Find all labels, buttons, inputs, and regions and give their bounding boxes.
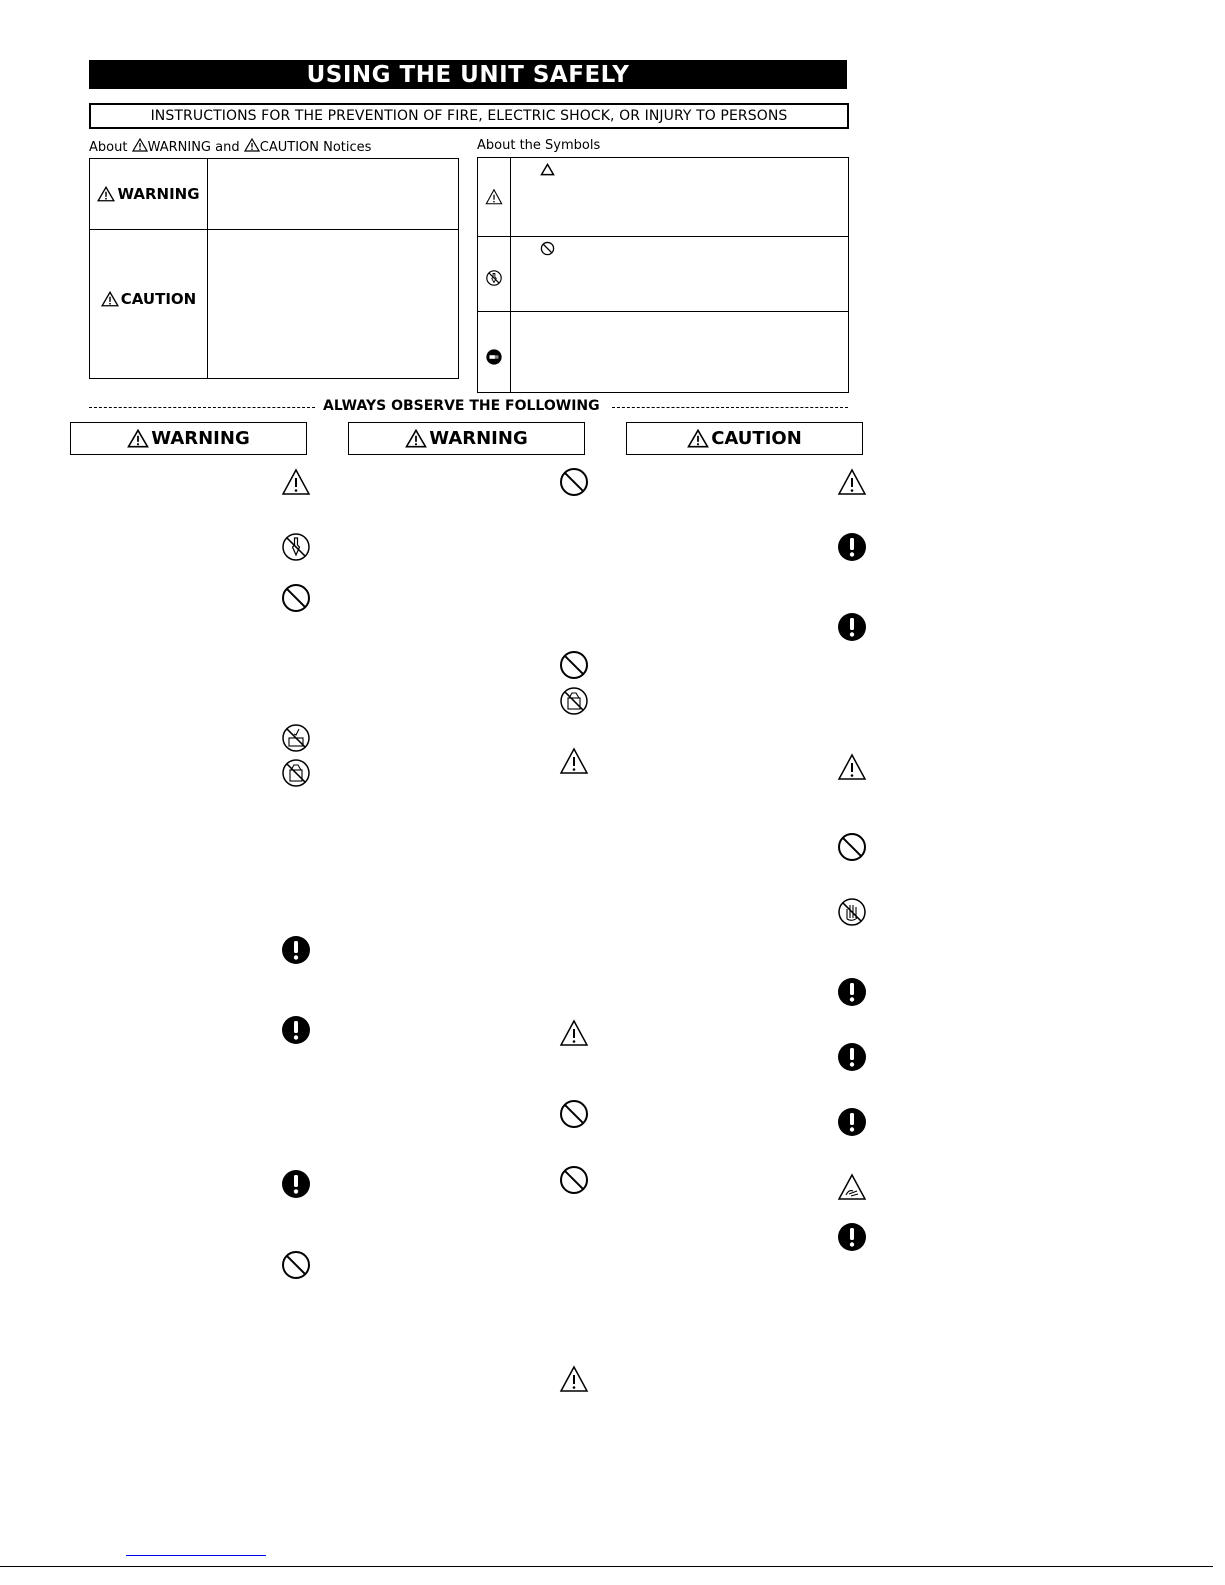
notices-heading-warning: WARNING <box>147 140 212 155</box>
caution-triangle-icon <box>559 746 589 776</box>
notices-heading-and: and <box>215 140 240 155</box>
symbols-row-triangle <box>478 158 848 237</box>
do-not-expose-to-water-icon <box>281 723 311 753</box>
caution-triangle-icon <box>101 291 119 307</box>
divider-left <box>89 407 315 408</box>
warning-triangle-icon <box>97 186 115 202</box>
notices-heading <box>89 138 371 155</box>
notices-heading-about: About <box>89 140 128 155</box>
prohibited-symbol-icon <box>540 241 555 256</box>
do-not-disassemble-icon <box>281 532 311 562</box>
prohibited-icon <box>837 832 867 862</box>
prohibited-icon <box>559 1165 589 1195</box>
unplug-icon <box>485 348 503 366</box>
mandatory-icon <box>281 1169 311 1199</box>
warning-triangle-icon <box>405 429 427 448</box>
column-header-label: WARNING <box>151 428 250 449</box>
caution-triangle-icon <box>559 1364 589 1394</box>
caution-triangle-icon <box>485 188 503 206</box>
footer-link-underline <box>126 1555 266 1556</box>
caution-triangle-icon <box>837 467 867 497</box>
mandatory-icon <box>837 1107 867 1137</box>
mandatory-icon <box>837 612 867 642</box>
symbols-heading: About the Symbols <box>477 138 601 153</box>
page-title-bar <box>89 60 847 89</box>
prohibited-icon <box>559 467 589 497</box>
pinch-hazard-icon <box>837 1172 867 1202</box>
notices-warning-label: WARNING <box>117 185 200 203</box>
bottom-rule <box>0 1566 1213 1567</box>
caution-triangle-icon <box>687 429 709 448</box>
notices-heading-notices: Notices <box>323 140 372 155</box>
page-title: USING THE UNIT SAFELY <box>306 61 630 88</box>
caution-triangle-icon <box>281 467 311 497</box>
column-header-caution <box>626 422 863 455</box>
triangle-symbol-icon <box>540 163 555 176</box>
mandatory-icon <box>837 1042 867 1072</box>
notices-row-caution <box>90 230 458 378</box>
prohibited-icon <box>559 1099 589 1129</box>
mandatory-icon <box>281 935 311 965</box>
caution-triangle-icon <box>559 1018 589 1048</box>
subtitle-box <box>89 103 849 129</box>
symbols-row-prohibited <box>478 237 848 312</box>
prohibited-icon <box>559 650 589 680</box>
mandatory-icon <box>837 1222 867 1252</box>
notices-table <box>89 158 459 379</box>
symbols-row-mandatory <box>478 312 848 392</box>
mandatory-icon <box>837 532 867 562</box>
mandatory-icon <box>837 977 867 1007</box>
do-not-modify-icon <box>281 758 311 788</box>
subtitle-text: INSTRUCTIONS FOR THE PREVENTION OF FIRE, ELECTRIC SHOCK, OR INJURY TO PERSONS <box>150 108 788 124</box>
column-header-label: CAUTION <box>711 428 802 449</box>
warning-triangle-icon <box>132 138 148 152</box>
do-not-touch-hands-icon <box>837 897 867 927</box>
notices-row-warning <box>90 159 458 230</box>
do-not-disassemble-icon <box>485 269 503 287</box>
prohibited-icon <box>281 583 311 613</box>
column-header-label: WARNING <box>429 428 528 449</box>
notices-heading-caution: CAUTION <box>259 140 319 155</box>
always-observe-heading: ALWAYS OBSERVE THE FOLLOWING <box>323 398 600 414</box>
warning-triangle-icon <box>127 429 149 448</box>
prohibited-icon <box>281 1250 311 1280</box>
mandatory-icon <box>281 1015 311 1045</box>
do-not-modify-icon <box>559 686 589 716</box>
caution-triangle-icon <box>244 138 260 152</box>
caution-triangle-icon <box>837 752 867 782</box>
column-header-warning-1 <box>70 422 307 455</box>
symbols-table <box>477 157 849 393</box>
notices-caution-label: CAUTION <box>120 290 197 308</box>
column-header-warning-2 <box>348 422 585 455</box>
divider-right <box>612 407 848 408</box>
